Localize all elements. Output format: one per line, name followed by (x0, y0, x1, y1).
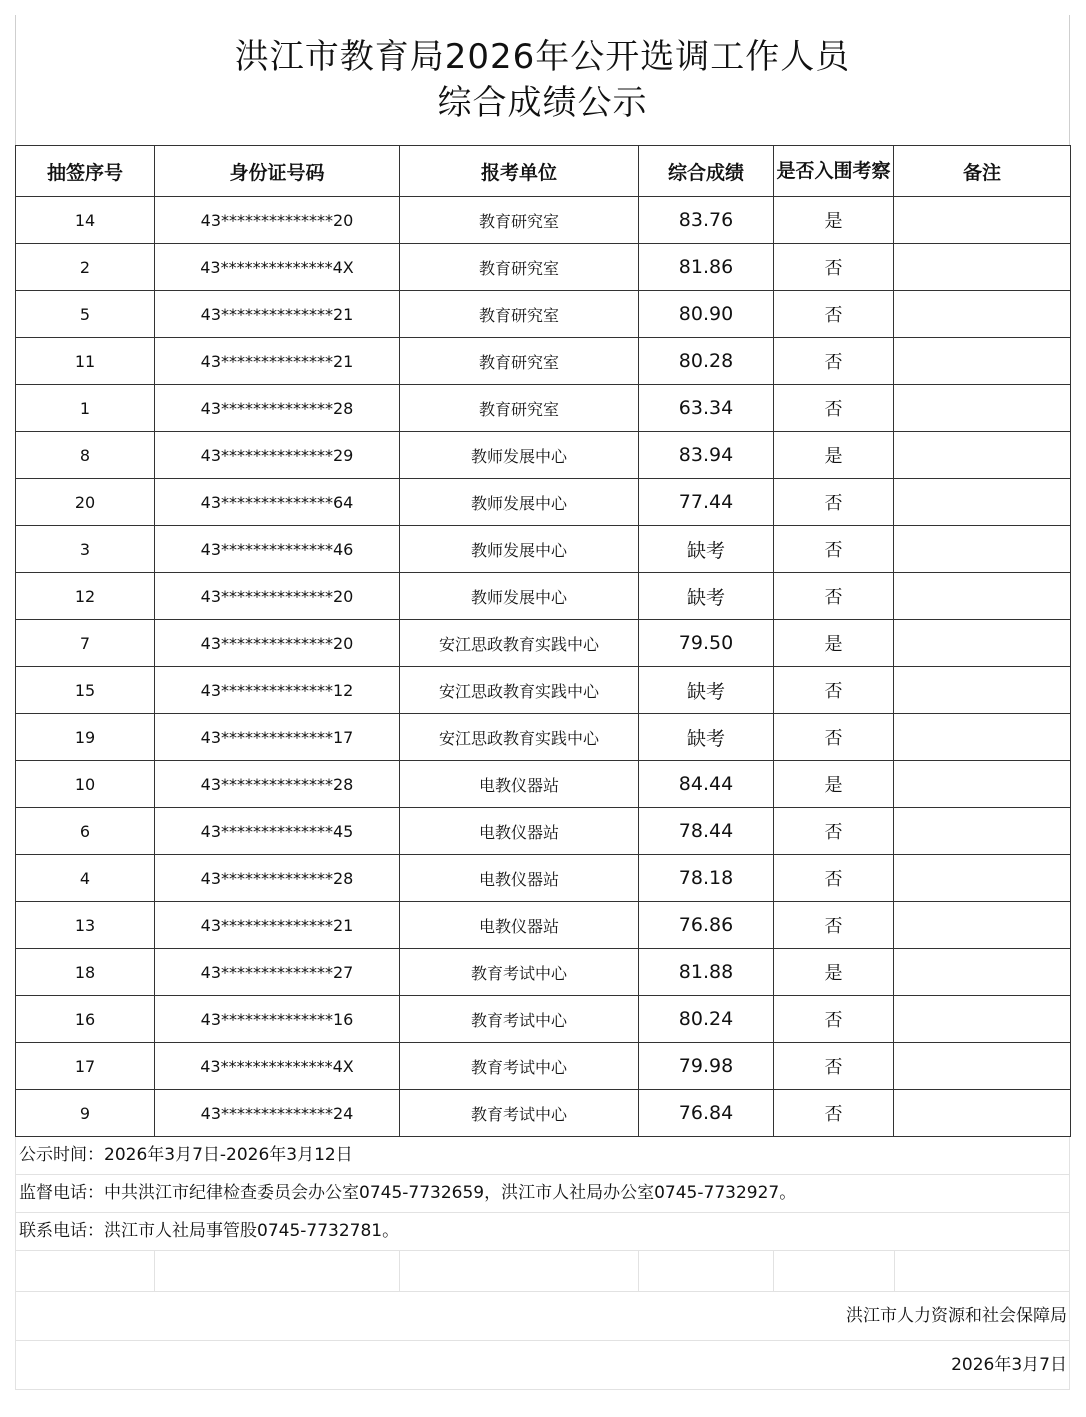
table-row (16, 432, 1071, 479)
cell-score: 77.44 (639, 479, 774, 526)
table-row (16, 573, 1071, 620)
title-line-1: 洪江市教育局2026年公开选调工作人员 (234, 37, 851, 77)
cell-shortlisted: 否 (774, 855, 894, 902)
cell-draw-number: 6 (16, 808, 155, 855)
cell-unit: 教育研究室 (400, 244, 639, 291)
cell-score: 83.94 (639, 432, 774, 479)
cell-unit: 教育考试中心 (400, 1090, 639, 1137)
cell-id-number: 43**************4X (155, 244, 400, 291)
header-shortlisted: 是否入围考察 (774, 146, 894, 197)
table-row (16, 338, 1071, 385)
cell-remarks (894, 197, 1071, 244)
cell-remarks (894, 808, 1071, 855)
cell-unit: 电教仪器站 (400, 808, 639, 855)
cell-remarks (894, 573, 1071, 620)
cell-shortlisted: 否 (774, 808, 894, 855)
cell-remarks (894, 526, 1071, 573)
cell-id-number: 43**************21 (155, 291, 400, 338)
cell-shortlisted: 否 (774, 714, 894, 761)
cell-unit: 教师发展中心 (400, 479, 639, 526)
cell-remarks (894, 1090, 1071, 1137)
cell-draw-number: 17 (16, 1043, 155, 1090)
score-table (15, 145, 1071, 1137)
table-row (16, 526, 1071, 573)
cell-draw-number: 5 (16, 291, 155, 338)
cell-draw-number: 11 (16, 338, 155, 385)
notice-sheet (15, 15, 1070, 1390)
table-row (16, 855, 1071, 902)
table-row (16, 1043, 1071, 1090)
issuer-name: 洪江市人力资源和社会保障局 (15, 1292, 1070, 1341)
cell-draw-number: 8 (16, 432, 155, 479)
cell-id-number: 43**************28 (155, 761, 400, 808)
header-score: 综合成绩 (639, 146, 774, 197)
cell-id-number: 43**************4X (155, 1043, 400, 1090)
cell-unit: 教育研究室 (400, 291, 639, 338)
cell-remarks (894, 949, 1071, 996)
cell-id-number: 43**************12 (155, 667, 400, 714)
header-draw-number: 抽签序号 (16, 146, 155, 197)
cell-draw-number: 2 (16, 244, 155, 291)
cell-score: 80.24 (639, 996, 774, 1043)
cell-score: 83.76 (639, 197, 774, 244)
cell-unit: 教师发展中心 (400, 432, 639, 479)
cell-remarks (894, 996, 1071, 1043)
notes-section (15, 1137, 1070, 1390)
table-row (16, 996, 1071, 1043)
table-row (16, 1090, 1071, 1137)
table-header-row (16, 146, 1071, 197)
cell-score: 76.86 (639, 902, 774, 949)
cell-id-number: 43**************21 (155, 902, 400, 949)
empty-grid-row (15, 1251, 1070, 1292)
cell-draw-number: 15 (16, 667, 155, 714)
cell-score: 78.44 (639, 808, 774, 855)
cell-unit: 教师发展中心 (400, 526, 639, 573)
cell-shortlisted: 否 (774, 244, 894, 291)
cell-remarks (894, 1043, 1071, 1090)
cell-shortlisted: 否 (774, 526, 894, 573)
table-row (16, 949, 1071, 996)
cell-shortlisted: 是 (774, 620, 894, 667)
cell-remarks (894, 338, 1071, 385)
cell-score: 80.90 (639, 291, 774, 338)
cell-unit: 电教仪器站 (400, 855, 639, 902)
cell-id-number: 43**************29 (155, 432, 400, 479)
table-row (16, 244, 1071, 291)
cell-id-number: 43**************45 (155, 808, 400, 855)
cell-score: 63.34 (639, 385, 774, 432)
header-unit: 报考单位 (400, 146, 639, 197)
cell-draw-number: 10 (16, 761, 155, 808)
note-period: 公示时间：2026年3月7日-2026年3月12日 (15, 1137, 1070, 1175)
cell-draw-number: 19 (16, 714, 155, 761)
cell-id-number: 43**************24 (155, 1090, 400, 1137)
table-body (16, 197, 1071, 1137)
cell-draw-number: 12 (16, 573, 155, 620)
table-row (16, 385, 1071, 432)
cell-unit: 电教仪器站 (400, 761, 639, 808)
cell-id-number: 43**************64 (155, 479, 400, 526)
cell-unit: 教育考试中心 (400, 1043, 639, 1090)
cell-score: 78.18 (639, 855, 774, 902)
cell-id-number: 43**************27 (155, 949, 400, 996)
cell-draw-number: 4 (16, 855, 155, 902)
cell-unit: 教育研究室 (400, 338, 639, 385)
table-row (16, 902, 1071, 949)
cell-id-number: 43**************28 (155, 855, 400, 902)
cell-shortlisted: 是 (774, 949, 894, 996)
cell-shortlisted: 否 (774, 667, 894, 714)
cell-remarks (894, 291, 1071, 338)
cell-remarks (894, 855, 1071, 902)
cell-remarks (894, 902, 1071, 949)
cell-shortlisted: 否 (774, 1043, 894, 1090)
cell-score: 缺考 (639, 714, 774, 761)
cell-shortlisted: 否 (774, 996, 894, 1043)
cell-shortlisted: 是 (774, 197, 894, 244)
table-row (16, 291, 1071, 338)
cell-score: 80.28 (639, 338, 774, 385)
table-row (16, 714, 1071, 761)
notice-title (15, 15, 1070, 145)
cell-score: 81.86 (639, 244, 774, 291)
cell-shortlisted: 否 (774, 902, 894, 949)
cell-shortlisted: 否 (774, 1090, 894, 1137)
cell-shortlisted: 否 (774, 291, 894, 338)
header-id-number: 身份证号码 (155, 146, 400, 197)
cell-remarks (894, 479, 1071, 526)
cell-draw-number: 14 (16, 197, 155, 244)
cell-unit: 教育研究室 (400, 385, 639, 432)
cell-shortlisted: 是 (774, 432, 894, 479)
cell-draw-number: 18 (16, 949, 155, 996)
cell-shortlisted: 否 (774, 385, 894, 432)
cell-id-number: 43**************21 (155, 338, 400, 385)
table-row (16, 667, 1071, 714)
note-contact: 联系电话：洪江市人社局事管股0745-7732781。 (15, 1213, 1070, 1251)
cell-remarks (894, 761, 1071, 808)
cell-id-number: 43**************46 (155, 526, 400, 573)
cell-unit: 安江思政教育实践中心 (400, 620, 639, 667)
title-line-2: 综合成绩公示 (437, 83, 648, 123)
issue-date: 2026年3月7日 (15, 1341, 1070, 1390)
table-row (16, 620, 1071, 667)
cell-unit: 安江思政教育实践中心 (400, 667, 639, 714)
cell-unit: 教育研究室 (400, 197, 639, 244)
cell-draw-number: 20 (16, 479, 155, 526)
cell-unit: 电教仪器站 (400, 902, 639, 949)
cell-id-number: 43**************17 (155, 714, 400, 761)
cell-shortlisted: 否 (774, 338, 894, 385)
table-row (16, 479, 1071, 526)
table-row (16, 808, 1071, 855)
cell-unit: 教育考试中心 (400, 949, 639, 996)
cell-draw-number: 13 (16, 902, 155, 949)
cell-draw-number: 7 (16, 620, 155, 667)
cell-score: 79.98 (639, 1043, 774, 1090)
cell-draw-number: 16 (16, 996, 155, 1043)
cell-score: 81.88 (639, 949, 774, 996)
cell-remarks (894, 385, 1071, 432)
cell-shortlisted: 否 (774, 573, 894, 620)
cell-remarks (894, 432, 1071, 479)
cell-draw-number: 3 (16, 526, 155, 573)
cell-unit: 教育考试中心 (400, 996, 639, 1043)
cell-score: 76.84 (639, 1090, 774, 1137)
cell-remarks (894, 714, 1071, 761)
cell-score: 缺考 (639, 526, 774, 573)
cell-remarks (894, 667, 1071, 714)
cell-draw-number: 1 (16, 385, 155, 432)
cell-score: 缺考 (639, 573, 774, 620)
cell-id-number: 43**************20 (155, 573, 400, 620)
cell-score: 84.44 (639, 761, 774, 808)
cell-id-number: 43**************28 (155, 385, 400, 432)
cell-unit: 教师发展中心 (400, 573, 639, 620)
cell-remarks (894, 244, 1071, 291)
cell-draw-number: 9 (16, 1090, 155, 1137)
cell-id-number: 43**************20 (155, 620, 400, 667)
cell-unit: 安江思政教育实践中心 (400, 714, 639, 761)
table-row (16, 197, 1071, 244)
cell-id-number: 43**************20 (155, 197, 400, 244)
cell-remarks (894, 620, 1071, 667)
cell-score: 缺考 (639, 667, 774, 714)
note-supervision: 监督电话：中共洪江市纪律检查委员会办公室0745-7732659，洪江市人社局办公室0745-7732927。 (15, 1175, 1070, 1213)
cell-id-number: 43**************16 (155, 996, 400, 1043)
table-row (16, 761, 1071, 808)
header-remarks: 备注 (894, 146, 1071, 197)
cell-score: 79.50 (639, 620, 774, 667)
cell-shortlisted: 是 (774, 761, 894, 808)
cell-shortlisted: 否 (774, 479, 894, 526)
